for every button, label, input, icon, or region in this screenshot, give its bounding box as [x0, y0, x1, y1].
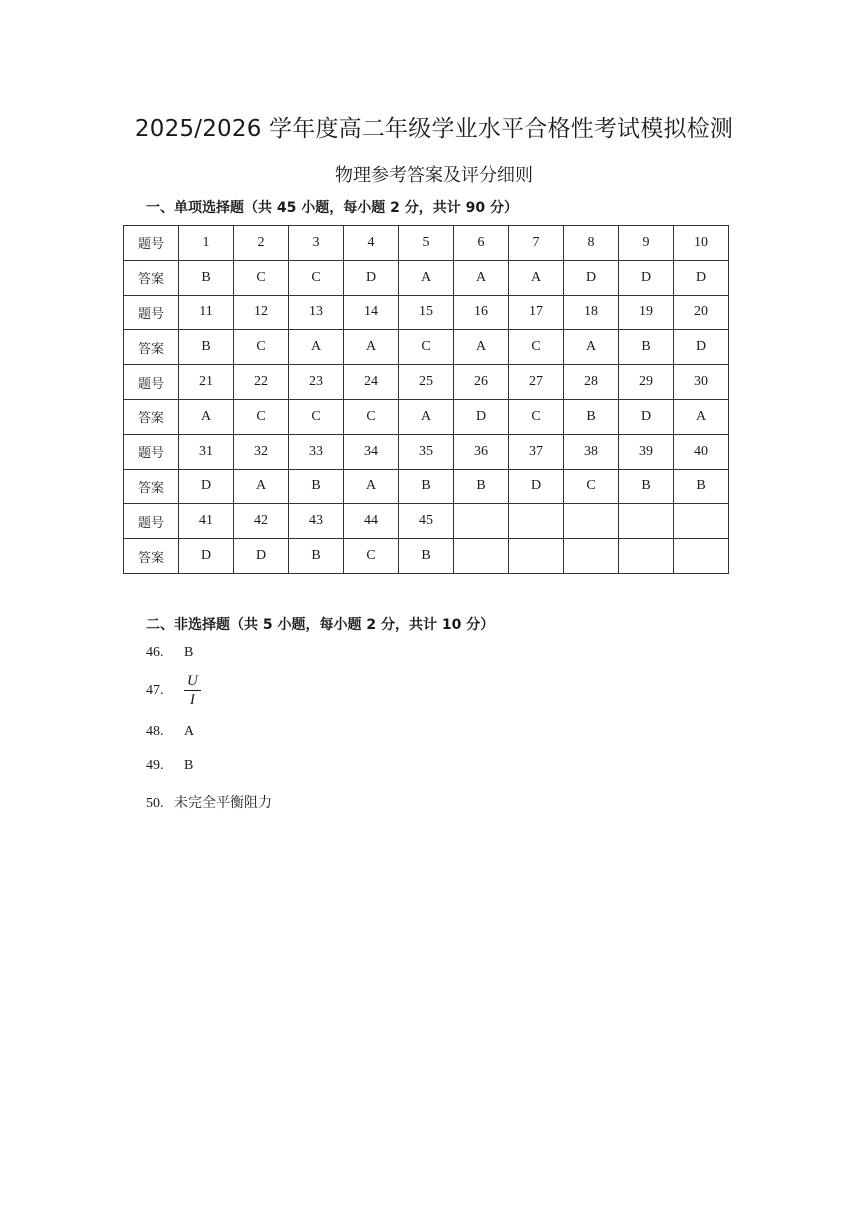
question-number-cell: 37: [509, 434, 564, 469]
section-heading-multiple-choice: 一、单项选择题（共 45 小题，每小题 2 分，共计 90 分）: [146, 200, 518, 216]
question-number-cell: 13: [289, 295, 344, 330]
answer-cell: B: [399, 539, 454, 574]
question-number-cell: 21: [179, 365, 234, 400]
answer-cell: C: [234, 330, 289, 365]
answer-row: [124, 399, 729, 434]
question-number-cell: 38: [564, 434, 619, 469]
answer-cell: B: [619, 469, 674, 504]
answer-cell: B: [454, 469, 509, 504]
answer-cell: A: [234, 469, 289, 504]
question-number-cell: 19: [619, 295, 674, 330]
answer-cell: A: [179, 399, 234, 434]
question-number: 46.: [146, 645, 164, 660]
answer-value: B: [184, 758, 194, 773]
question-number-row: [124, 504, 729, 539]
question-number-cell: 41: [179, 504, 234, 539]
question-number-cell: 40: [674, 434, 729, 469]
row-label-answer: 答案: [124, 469, 179, 504]
row-label-question: 题号: [124, 226, 179, 261]
section-heading-non-choice: 二、非选择题（共 5 小题，每小题 2 分，共计 10 分）: [146, 617, 495, 633]
answer-table-body: [124, 226, 729, 574]
answer-item-46: [146, 645, 193, 661]
question-number-cell: 12: [234, 295, 289, 330]
answer-cell: D: [234, 539, 289, 574]
question-number-cell: 22: [234, 365, 289, 400]
question-number-cell: 45: [399, 504, 454, 539]
answer-cell: A: [674, 399, 729, 434]
question-number-cell: 8: [564, 226, 619, 261]
question-number-cell: 2: [234, 226, 289, 261]
answer-cell: C: [234, 399, 289, 434]
question-number-cell: 7: [509, 226, 564, 261]
fraction-numerator: U: [184, 672, 201, 691]
question-number-cell: 23: [289, 365, 344, 400]
answer-cell: D: [179, 469, 234, 504]
question-number-cell: 16: [454, 295, 509, 330]
answer-row: [124, 539, 729, 574]
answer-cell: D: [674, 330, 729, 365]
row-label-question: 题号: [124, 295, 179, 330]
question-number-cell: 24: [344, 365, 399, 400]
answer-cell: D: [674, 260, 729, 295]
answer-cell: A: [509, 260, 564, 295]
question-number-cell: 4: [344, 226, 399, 261]
row-label-answer: 答案: [124, 539, 179, 574]
answer-value: 未完全平衡阻力: [174, 795, 272, 811]
answer-cell: B: [179, 260, 234, 295]
answer-cell: D: [454, 399, 509, 434]
question-number-cell: 3: [289, 226, 344, 261]
question-number-cell: [674, 504, 729, 539]
answer-cell: B: [289, 469, 344, 504]
question-number-cell: 27: [509, 365, 564, 400]
answer-cell: D: [344, 260, 399, 295]
row-label-question: 题号: [124, 434, 179, 469]
question-number-cell: 43: [289, 504, 344, 539]
question-number-cell: 1: [179, 226, 234, 261]
answer-value: B: [184, 645, 194, 660]
answer-cell: [509, 539, 564, 574]
question-number-cell: [454, 504, 509, 539]
answer-cell: C: [509, 399, 564, 434]
answer-item-49: [146, 758, 193, 774]
fraction-denominator: I: [189, 692, 195, 708]
question-number-cell: 14: [344, 295, 399, 330]
answer-cell: A: [289, 330, 344, 365]
answer-cell: [564, 539, 619, 574]
question-number-cell: 26: [454, 365, 509, 400]
answer-cell: B: [619, 330, 674, 365]
question-number: 48.: [146, 724, 164, 739]
question-number-row: [124, 295, 729, 330]
question-number-cell: 35: [399, 434, 454, 469]
answer-cell: A: [399, 260, 454, 295]
answer-cell: D: [564, 260, 619, 295]
question-number-cell: 44: [344, 504, 399, 539]
answer-item-47: [146, 672, 201, 709]
document-subtitle: 物理参考答案及评分细则: [335, 165, 533, 186]
answer-cell: D: [509, 469, 564, 504]
answer-cell: D: [619, 399, 674, 434]
answer-cell: [619, 539, 674, 574]
question-number-cell: 30: [674, 365, 729, 400]
question-number: 47.: [146, 682, 164, 698]
row-label-answer: 答案: [124, 399, 179, 434]
answer-cell: A: [344, 330, 399, 365]
question-number-cell: 36: [454, 434, 509, 469]
row-label-question: 题号: [124, 504, 179, 539]
question-number-cell: 32: [234, 434, 289, 469]
question-number-cell: 25: [399, 365, 454, 400]
question-number-cell: 18: [564, 295, 619, 330]
answer-cell: [454, 539, 509, 574]
answer-item-50: [146, 792, 272, 812]
question-number-cell: [509, 504, 564, 539]
question-number-cell: 42: [234, 504, 289, 539]
answer-cell: B: [399, 469, 454, 504]
answer-row: [124, 469, 729, 504]
fraction-answer: [184, 672, 201, 709]
answer-cell: D: [619, 260, 674, 295]
answer-cell: A: [399, 399, 454, 434]
question-number-cell: 10: [674, 226, 729, 261]
question-number-cell: 20: [674, 295, 729, 330]
row-label-answer: 答案: [124, 260, 179, 295]
answer-table: [123, 225, 729, 574]
question-number-cell: 15: [399, 295, 454, 330]
answer-row: [124, 260, 729, 295]
answer-value: A: [184, 724, 195, 739]
answer-cell: [674, 539, 729, 574]
answer-cell: C: [509, 330, 564, 365]
answer-cell: C: [289, 399, 344, 434]
answer-cell: B: [179, 330, 234, 365]
question-number-cell: [619, 504, 674, 539]
document-title: 2025/2026 学年度高二年级学业水平合格性考试模拟检测: [134, 116, 734, 142]
question-number-row: [124, 226, 729, 261]
question-number-cell: [564, 504, 619, 539]
answer-cell: B: [289, 539, 344, 574]
question-number-cell: 34: [344, 434, 399, 469]
answer-cell: D: [179, 539, 234, 574]
answer-cell: A: [344, 469, 399, 504]
question-number-cell: 29: [619, 365, 674, 400]
question-number-cell: 9: [619, 226, 674, 261]
question-number-row: [124, 365, 729, 400]
answer-cell: C: [399, 330, 454, 365]
answer-cell: B: [564, 399, 619, 434]
question-number-cell: 11: [179, 295, 234, 330]
question-number-cell: 31: [179, 434, 234, 469]
answer-cell: C: [344, 539, 399, 574]
question-number-row: [124, 434, 729, 469]
row-label-answer: 答案: [124, 330, 179, 365]
question-number-cell: 28: [564, 365, 619, 400]
question-number-cell: 17: [509, 295, 564, 330]
answer-cell: A: [454, 330, 509, 365]
answer-cell: A: [564, 330, 619, 365]
answer-row: [124, 330, 729, 365]
question-number: 49.: [146, 758, 164, 773]
question-number-cell: 6: [454, 226, 509, 261]
answer-cell: C: [564, 469, 619, 504]
answer-cell: C: [344, 399, 399, 434]
question-number-cell: 33: [289, 434, 344, 469]
answer-cell: A: [454, 260, 509, 295]
question-number-cell: 39: [619, 434, 674, 469]
question-number: 50.: [146, 796, 164, 811]
answer-cell: B: [674, 469, 729, 504]
answer-cell: C: [234, 260, 289, 295]
row-label-question: 题号: [124, 365, 179, 400]
answer-cell: C: [289, 260, 344, 295]
question-number-cell: 5: [399, 226, 454, 261]
answer-item-48: [146, 724, 194, 740]
